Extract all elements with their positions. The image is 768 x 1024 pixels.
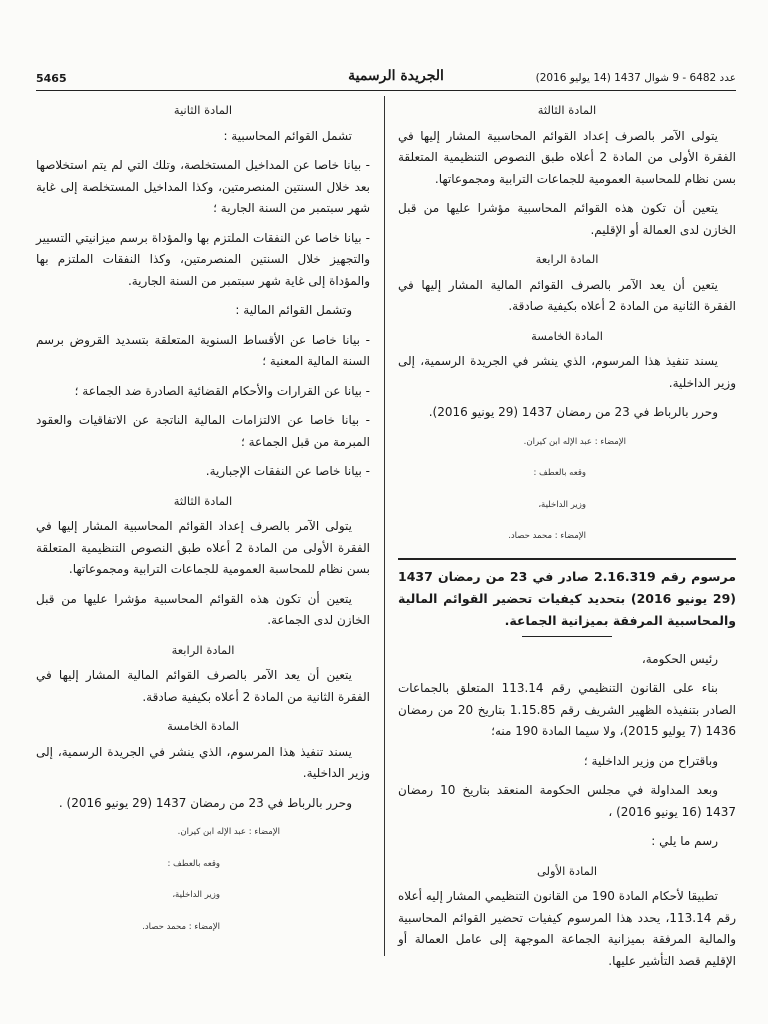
signature-pm: الإمضاء : عبد الإله ابن كيران.: [523, 436, 626, 447]
right-column: [398, 98, 736, 998]
article-heading: المادة الرابعة: [171, 642, 235, 657]
journal-title: الجريدة الرسمية: [348, 68, 444, 84]
list-item: - بيانا خاصا عن الأقساط السنوية المتعلقة بتسديد القروض برسم السنة المالية المعنية ؛: [36, 332, 370, 368]
paragraph: رئيس الحكومة،: [641, 651, 718, 666]
paragraph: بناء على القانون التنظيمي رقم 113.14 المتعلق بالجماعات الصادر بتنفيذه الظهير الشريف رقم 1.15.85 بتاريخ 20 من رمضان 1436 (7 يوليو 2015)، ولا سيما المادة 190 منه؛: [398, 681, 736, 738]
left-column: [36, 98, 370, 998]
article-heading: المادة الخامسة: [531, 328, 603, 343]
section-divider: [398, 558, 736, 560]
paragraph: وبعد المداولة في مجلس الحكومة المنعقد بتاريخ 10 رمضان 1437 (16 يونيو 2016) ،: [398, 783, 736, 819]
page-number: 5465: [36, 72, 67, 85]
paragraph: يتعين أن يعد الآمر بالصرف القوائم المالية المشار إليها في الفقرة الثانية من المادة 2 أعلاه بكيفية صادقة.: [36, 668, 370, 704]
done-at: وحرر بالرباط في 23 من رمضان 1437 (29 يونيو 2016).: [428, 405, 718, 419]
issue-info: عدد 6482 - 9 شوال 1437 (14 يوليو 2016): [535, 72, 736, 84]
title-underline: [522, 636, 612, 637]
minister-title: وزير الداخلية،: [172, 890, 220, 900]
paragraph: يتولى الآمر بالصرف إعداد القوائم المحاسبية المشار إليها في الفقرة الأولى من المادة 2 أعلاه طبق النصوص التنظيمية المتعلقة بسن نظام للمحاسبة العمومية للجماعات الترابية ومجموعاتها.: [36, 519, 370, 576]
article-heading: المادة الخامسة: [167, 719, 239, 733]
paragraph: وتشمل القوائم المالية :: [235, 303, 352, 317]
list-item: - بيانا خاصا عن الالتزامات المالية الناتجة عن الاتفاقيات والعقود المبرمة من قبل الجماعة ؛: [36, 413, 370, 449]
column-divider: [384, 96, 385, 956]
paragraph: وباقتراح من وزير الداخلية ؛: [583, 753, 718, 768]
paragraph: يسند تنفيذ هذا المرسوم، الذي ينشر في الجريدة الرسمية، إلى وزير الداخلية.: [398, 354, 736, 390]
minister-title: وزير الداخلية،: [538, 499, 586, 510]
article-heading: المادة الرابعة: [535, 252, 599, 266]
paragraph: يتعين أن تكون هذه القوائم المحاسبية مؤشرا عليها من قبل الخازن لدى الجماعة.: [36, 591, 370, 627]
article-heading: المادة الثالثة: [537, 103, 597, 117]
list-item: - بيانا خاصا عن النفقات الملتزم بها والمؤداة برسم ميزانيتي التسيير والتجهيز خلال السنتين المنصرمتين، وكذا النفقات الملتزم بها والمؤداة إلى غاية شهر سبتمبر من السنة الجارية.: [36, 230, 370, 288]
article-heading: المادة الثانية: [173, 103, 233, 117]
done-at: وحرر بالرباط في 23 من رمضان 1437 (29 يونيو 2016) .: [58, 795, 352, 810]
signature-pm: الإمضاء : عبد الإله ابن كيران.: [177, 827, 280, 837]
paragraph: رسم ما يلي :: [651, 834, 718, 848]
list-item: - بيانا عن القرارات والأحكام القضائية الصادرة ضد الجماعة ؛: [74, 383, 370, 398]
countersigned-label: وقعه بالعطف :: [533, 468, 586, 478]
list-item: - بيانا خاصا عن المداخيل المستخلصة، وتلك التي لم يتم استخلاصها بعد خلال السنتين المنصرمتين، وكذا المداخيل المستخلصة إلى غاية شهر سبتمبر من السنة الجارية ؛: [36, 158, 370, 215]
countersigned-label: وقعه بالعطف :: [167, 858, 220, 869]
paragraph: تشمل القوائم المحاسبية :: [223, 128, 352, 143]
page-header: [36, 68, 736, 91]
article-heading: المادة الأولى: [536, 863, 598, 878]
paragraph: تطبيقا لأحكام المادة 190 من القانون التنظيمي المشار إليه أعلاه رقم 113.14، يحدد هذا المرسوم كيفيات تحضير القوائم المحاسبية والمالية المرفقة بميزانية الجماعة الموجهة إلى عامل العمالة أو الإقليم قصد التأشير عليها.: [398, 889, 736, 968]
list-item: - بيانا خاصا عن النفقات الإجبارية.: [205, 464, 370, 478]
paragraph: يتعين أن تكون هذه القوائم المحاسبية مؤشرا عليها من قبل الخازن لدى العمالة أو الإقليم.: [398, 201, 736, 237]
signature-minister: الإمضاء : محمد حصاد.: [142, 921, 220, 932]
paragraph: يتعين أن يعد الآمر بالصرف القوائم المالية المشار إليها في الفقرة الثانية من المادة 2 أعلاه بكيفية صادقة.: [398, 277, 736, 313]
signature-minister: الإمضاء : محمد حصاد.: [508, 531, 586, 541]
paragraph: يسند تنفيذ هذا المرسوم، الذي ينشر في الجريدة الرسمية، إلى وزير الداخلية.: [36, 744, 370, 780]
paragraph: يتولى الآمر بالصرف إعداد القوائم المحاسبية المشار إليها في الفقرة الأولى من المادة 2 أعلاه طبق النصوص التنظيمية المتعلقة بسن نظام للمحاسبة العمومية للجماعات الترابية ومجموعاتها.: [398, 128, 736, 186]
decree-title: مرسوم رقم 2.16.319 صادر في 23 من رمضان 1437 (29 يونيو 2016) بتحديد كيفيات تحضير القوائم المالية والمحاسبية المرفقة بميزانية الجماعة.: [398, 568, 736, 628]
article-heading: المادة الثالثة: [173, 493, 233, 508]
